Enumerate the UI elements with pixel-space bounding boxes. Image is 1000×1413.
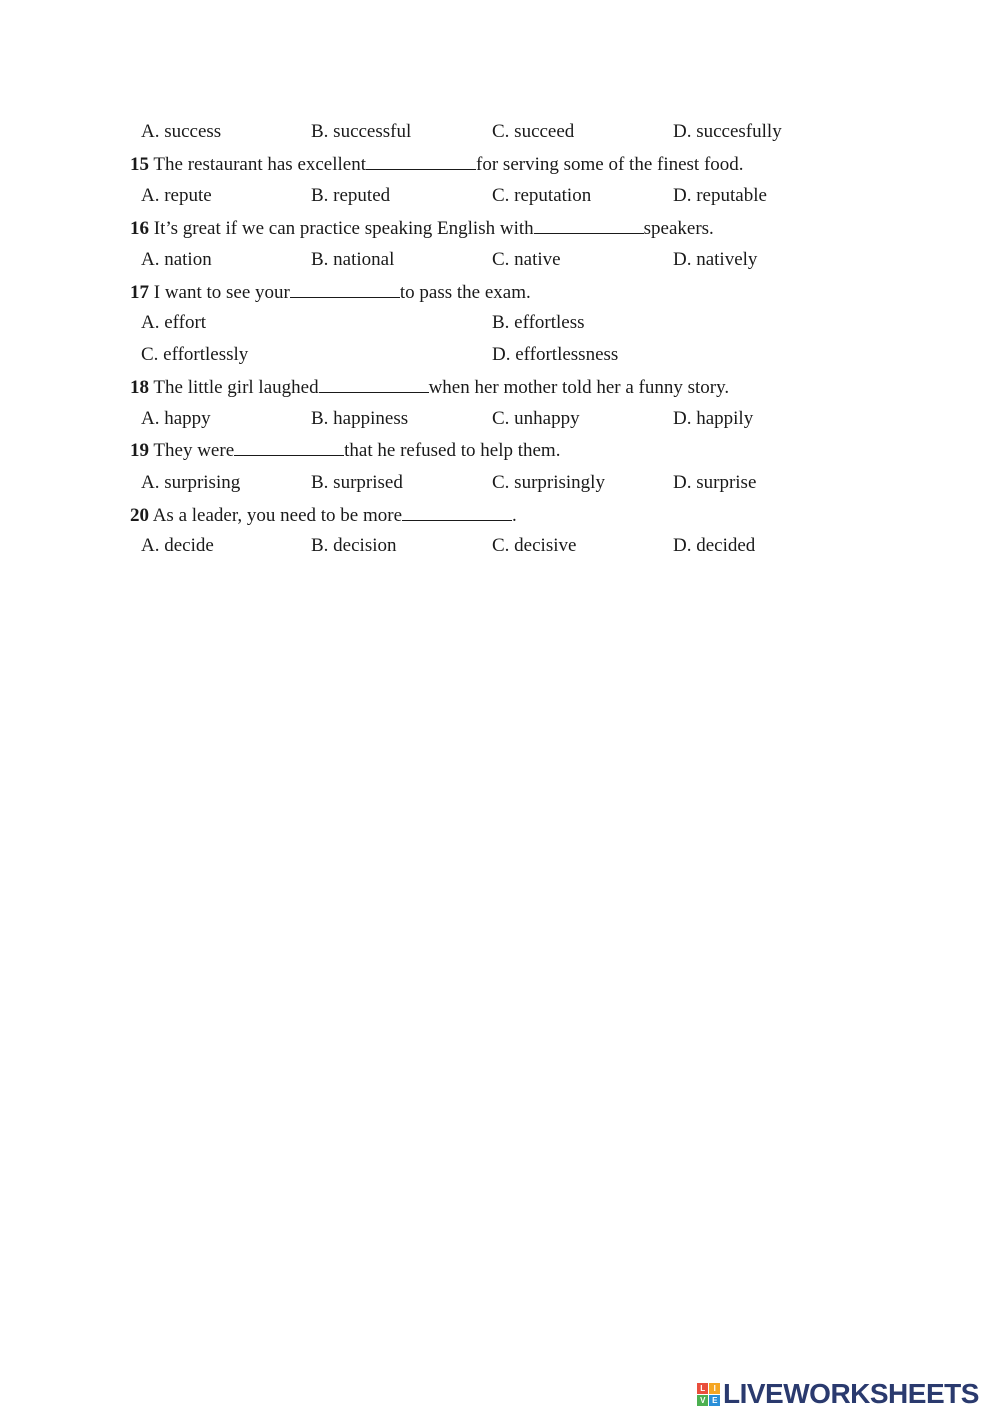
answer-blank[interactable] xyxy=(402,502,512,521)
question-text-before: The little girl laughed xyxy=(153,377,319,398)
options-row-q18 xyxy=(0,406,1000,432)
option-b-q17[interactable]: B. effortless xyxy=(492,312,585,333)
option-a-q15[interactable]: A. repute xyxy=(141,185,212,206)
question-number: 19 xyxy=(130,440,149,461)
option-c-q20[interactable]: C. decisive xyxy=(492,535,577,556)
option-d-q16[interactable]: D. natively xyxy=(673,249,758,270)
question-20 xyxy=(0,502,1000,528)
question-text-before: They were xyxy=(153,440,235,461)
question-15 xyxy=(0,151,1000,177)
question-19 xyxy=(0,437,1000,463)
option-a-q19[interactable]: A. surprising xyxy=(141,472,241,493)
option-c-q19[interactable]: C. surprisingly xyxy=(492,472,605,493)
answer-blank[interactable] xyxy=(234,437,344,456)
answer-blank[interactable] xyxy=(290,279,400,298)
option-a-q14[interactable]: A. success xyxy=(141,121,222,142)
option-a-q17[interactable]: A. effort xyxy=(141,312,207,333)
answer-blank[interactable] xyxy=(319,374,429,393)
question-text-after: that he refused to help them. xyxy=(344,440,561,461)
option-c-q18[interactable]: C. unhappy xyxy=(492,408,580,429)
options-row-q15 xyxy=(0,183,1000,209)
option-a-q20[interactable]: A. decide xyxy=(141,535,214,556)
question-number: 20 xyxy=(130,505,149,526)
option-d-q20[interactable]: D. decided xyxy=(673,535,756,556)
answer-blank[interactable] xyxy=(366,151,476,170)
question-text-after: for serving some of the finest food. xyxy=(476,154,744,175)
option-b-q18[interactable]: B. happiness xyxy=(311,408,409,429)
options-row-q16 xyxy=(0,247,1000,273)
question-text-before: As a leader, you need to be more xyxy=(152,505,403,526)
options-row-q20 xyxy=(0,533,1000,559)
liveworksheets-logo xyxy=(697,1378,995,1410)
question-number: 15 xyxy=(130,154,149,175)
question-text-after: speakers. xyxy=(643,218,714,239)
question-number: 18 xyxy=(130,377,149,398)
question-text-after: . xyxy=(512,505,517,526)
option-c-q14[interactable]: C. succeed xyxy=(492,121,575,142)
option-c-q15[interactable]: C. reputation xyxy=(492,185,592,206)
option-d-q19[interactable]: D. surprise xyxy=(673,472,757,493)
question-text-after: when her mother told her a funny story. xyxy=(428,377,730,398)
options-row-q19 xyxy=(0,470,1000,496)
options-row-q17-2 xyxy=(0,342,1000,368)
option-b-q15[interactable]: B. reputed xyxy=(311,185,391,206)
option-b-q20[interactable]: B. decision xyxy=(311,535,397,556)
option-a-q18[interactable]: A. happy xyxy=(141,408,211,429)
question-text-before: It’s great if we can practice speaking English with xyxy=(153,218,534,239)
option-a-q16[interactable]: A. nation xyxy=(141,249,212,270)
question-text-before: The restaurant has excellent xyxy=(153,154,367,175)
option-b-q19[interactable]: B. surprised xyxy=(311,472,403,493)
option-d-q18[interactable]: D. happily xyxy=(673,408,754,429)
question-number: 17 xyxy=(130,282,149,303)
option-d-q15[interactable]: D. reputable xyxy=(673,185,767,206)
question-number: 16 xyxy=(130,218,149,239)
options-row-q14 xyxy=(0,119,1000,145)
option-b-q16[interactable]: B. national xyxy=(311,249,395,270)
question-16 xyxy=(0,215,1000,241)
logo-text: LIVEWORKSHEETS xyxy=(723,1378,979,1409)
option-b-q14[interactable]: B. successful xyxy=(311,121,412,142)
logo-icon: L I V E xyxy=(697,1383,720,1406)
question-18 xyxy=(0,374,1000,400)
option-d-q17[interactable]: D. effortlessness xyxy=(492,344,619,365)
question-text-before: I want to see your xyxy=(153,282,290,303)
question-17 xyxy=(0,279,1000,305)
options-row-q17-1 xyxy=(0,310,1000,336)
question-text-after: to pass the exam. xyxy=(399,282,531,303)
option-d-q14[interactable]: D. succesfully xyxy=(673,121,782,142)
option-c-q17[interactable]: C. effortlessly xyxy=(141,344,249,365)
answer-blank[interactable] xyxy=(534,215,644,234)
option-c-q16[interactable]: C. native xyxy=(492,249,561,270)
